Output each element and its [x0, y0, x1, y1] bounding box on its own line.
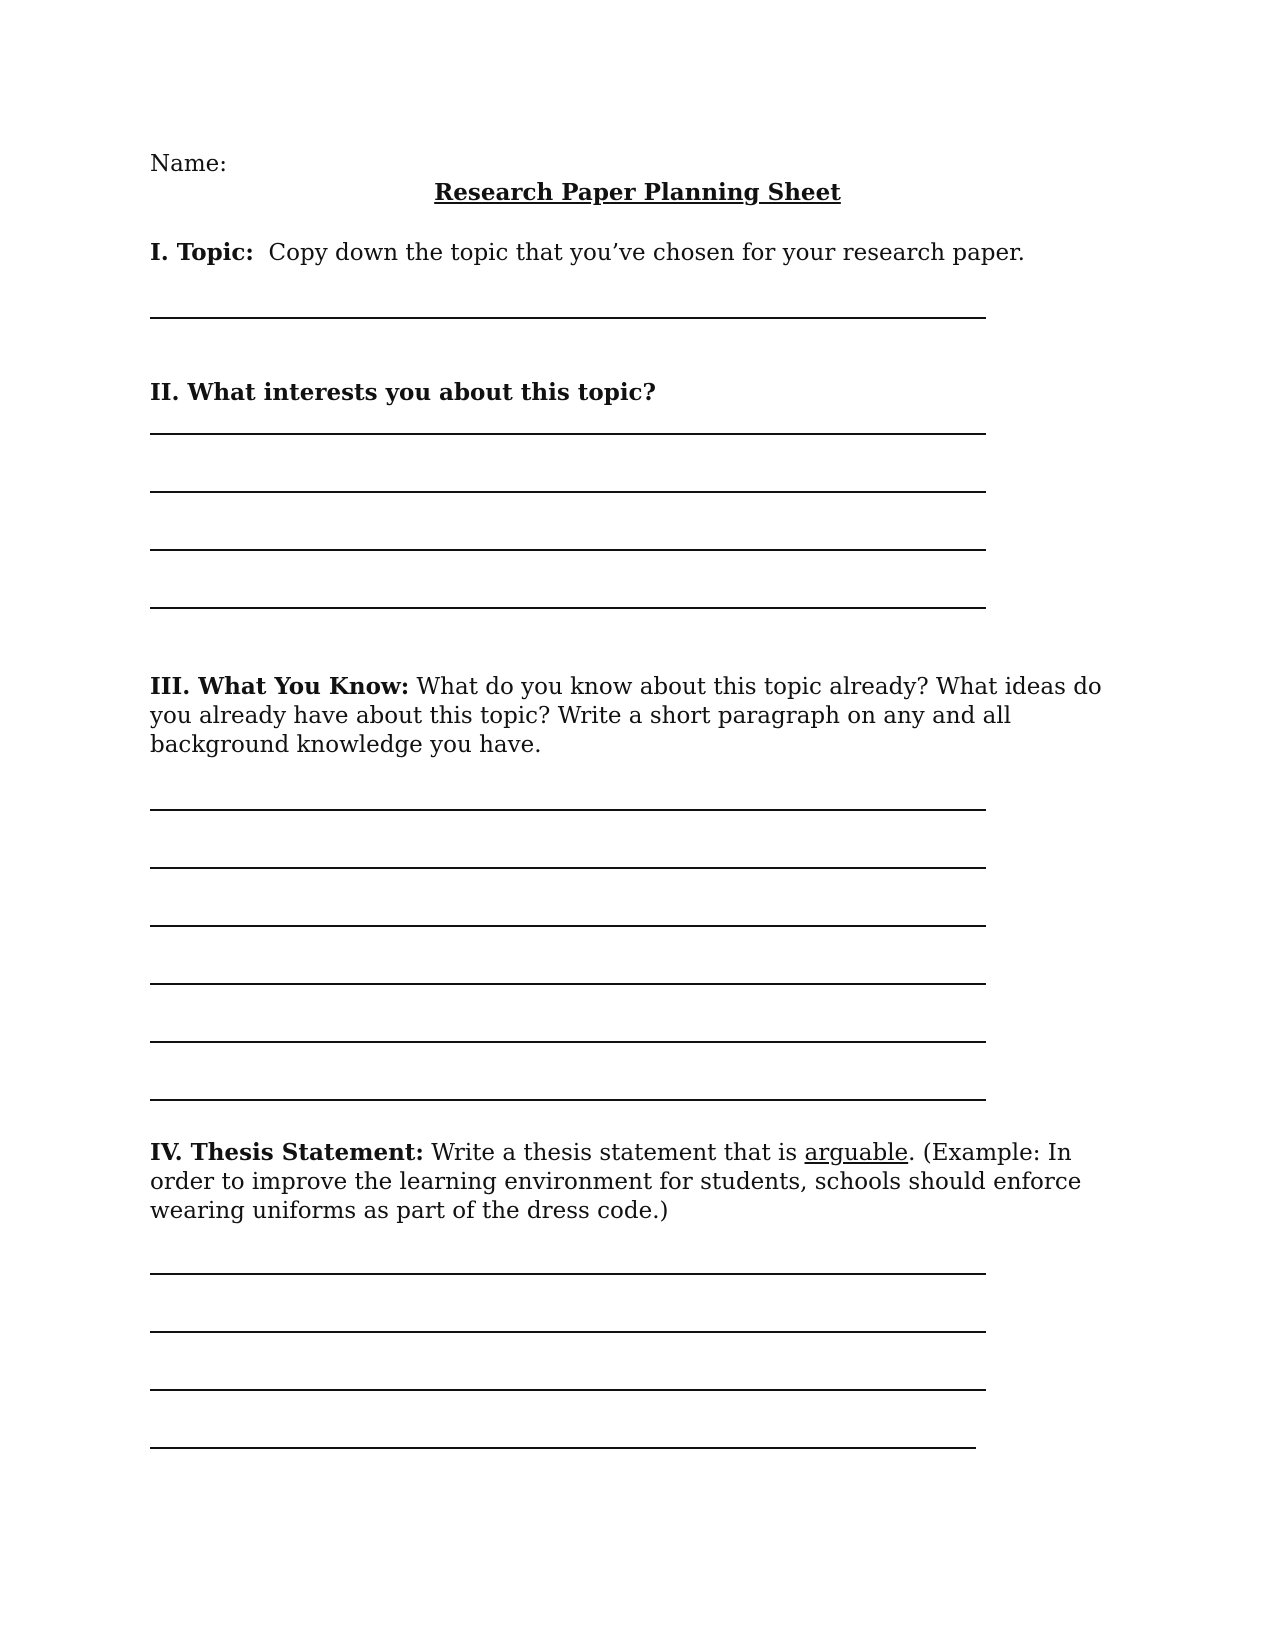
answer-line-know-4[interactable]: [150, 983, 986, 985]
section-thesis-prompt-before: Write a thesis statement that is: [431, 1140, 798, 1166]
section-interests: [150, 378, 656, 408]
answer-line-topic-1[interactable]: [150, 317, 986, 319]
page-title: Research Paper Planning Sheet: [434, 179, 841, 206]
answer-line-know-3[interactable]: [150, 925, 986, 927]
answer-line-know-6[interactable]: [150, 1099, 986, 1101]
answer-line-thesis-3[interactable]: [150, 1389, 986, 1391]
section-topic: [150, 238, 1025, 268]
section-interests-heading: II. What interests you about this topic?: [150, 379, 657, 406]
answer-line-know-5[interactable]: [150, 1041, 986, 1043]
section-what-you-know-heading: III. What You Know:: [150, 673, 410, 700]
answer-line-interests-1[interactable]: [150, 433, 986, 435]
section-thesis-prompt-underlined: arguable: [804, 1140, 909, 1166]
answer-line-thesis-1[interactable]: [150, 1273, 986, 1275]
section-what-you-know-prompt: What do you know about this topic already? What ideas do you already have about this topic? Write a short paragraph on any and all background knowledge you have.: [150, 674, 1102, 758]
answer-line-thesis-2[interactable]: [150, 1331, 986, 1333]
section-what-you-know: [150, 672, 1110, 760]
section-thesis-prompt-after: . (Example: In order to improve the learning environment for students, schools should enforce wearing uniforms as part of the dress code.): [150, 1140, 1082, 1224]
section-thesis: [150, 1138, 1110, 1226]
section-topic-heading: I. Topic:: [150, 239, 254, 266]
name-label: Name:: [150, 151, 228, 177]
answer-line-know-1[interactable]: [150, 809, 986, 811]
section-topic-prompt: Copy down the topic that you’ve chosen for your research paper.: [268, 240, 1025, 266]
answer-line-know-2[interactable]: [150, 867, 986, 869]
answer-line-interests-2[interactable]: [150, 491, 986, 493]
section-thesis-heading: IV. Thesis Statement:: [150, 1139, 424, 1166]
answer-line-interests-4[interactable]: [150, 607, 986, 609]
answer-line-interests-3[interactable]: [150, 549, 986, 551]
answer-line-thesis-4[interactable]: [150, 1447, 976, 1449]
